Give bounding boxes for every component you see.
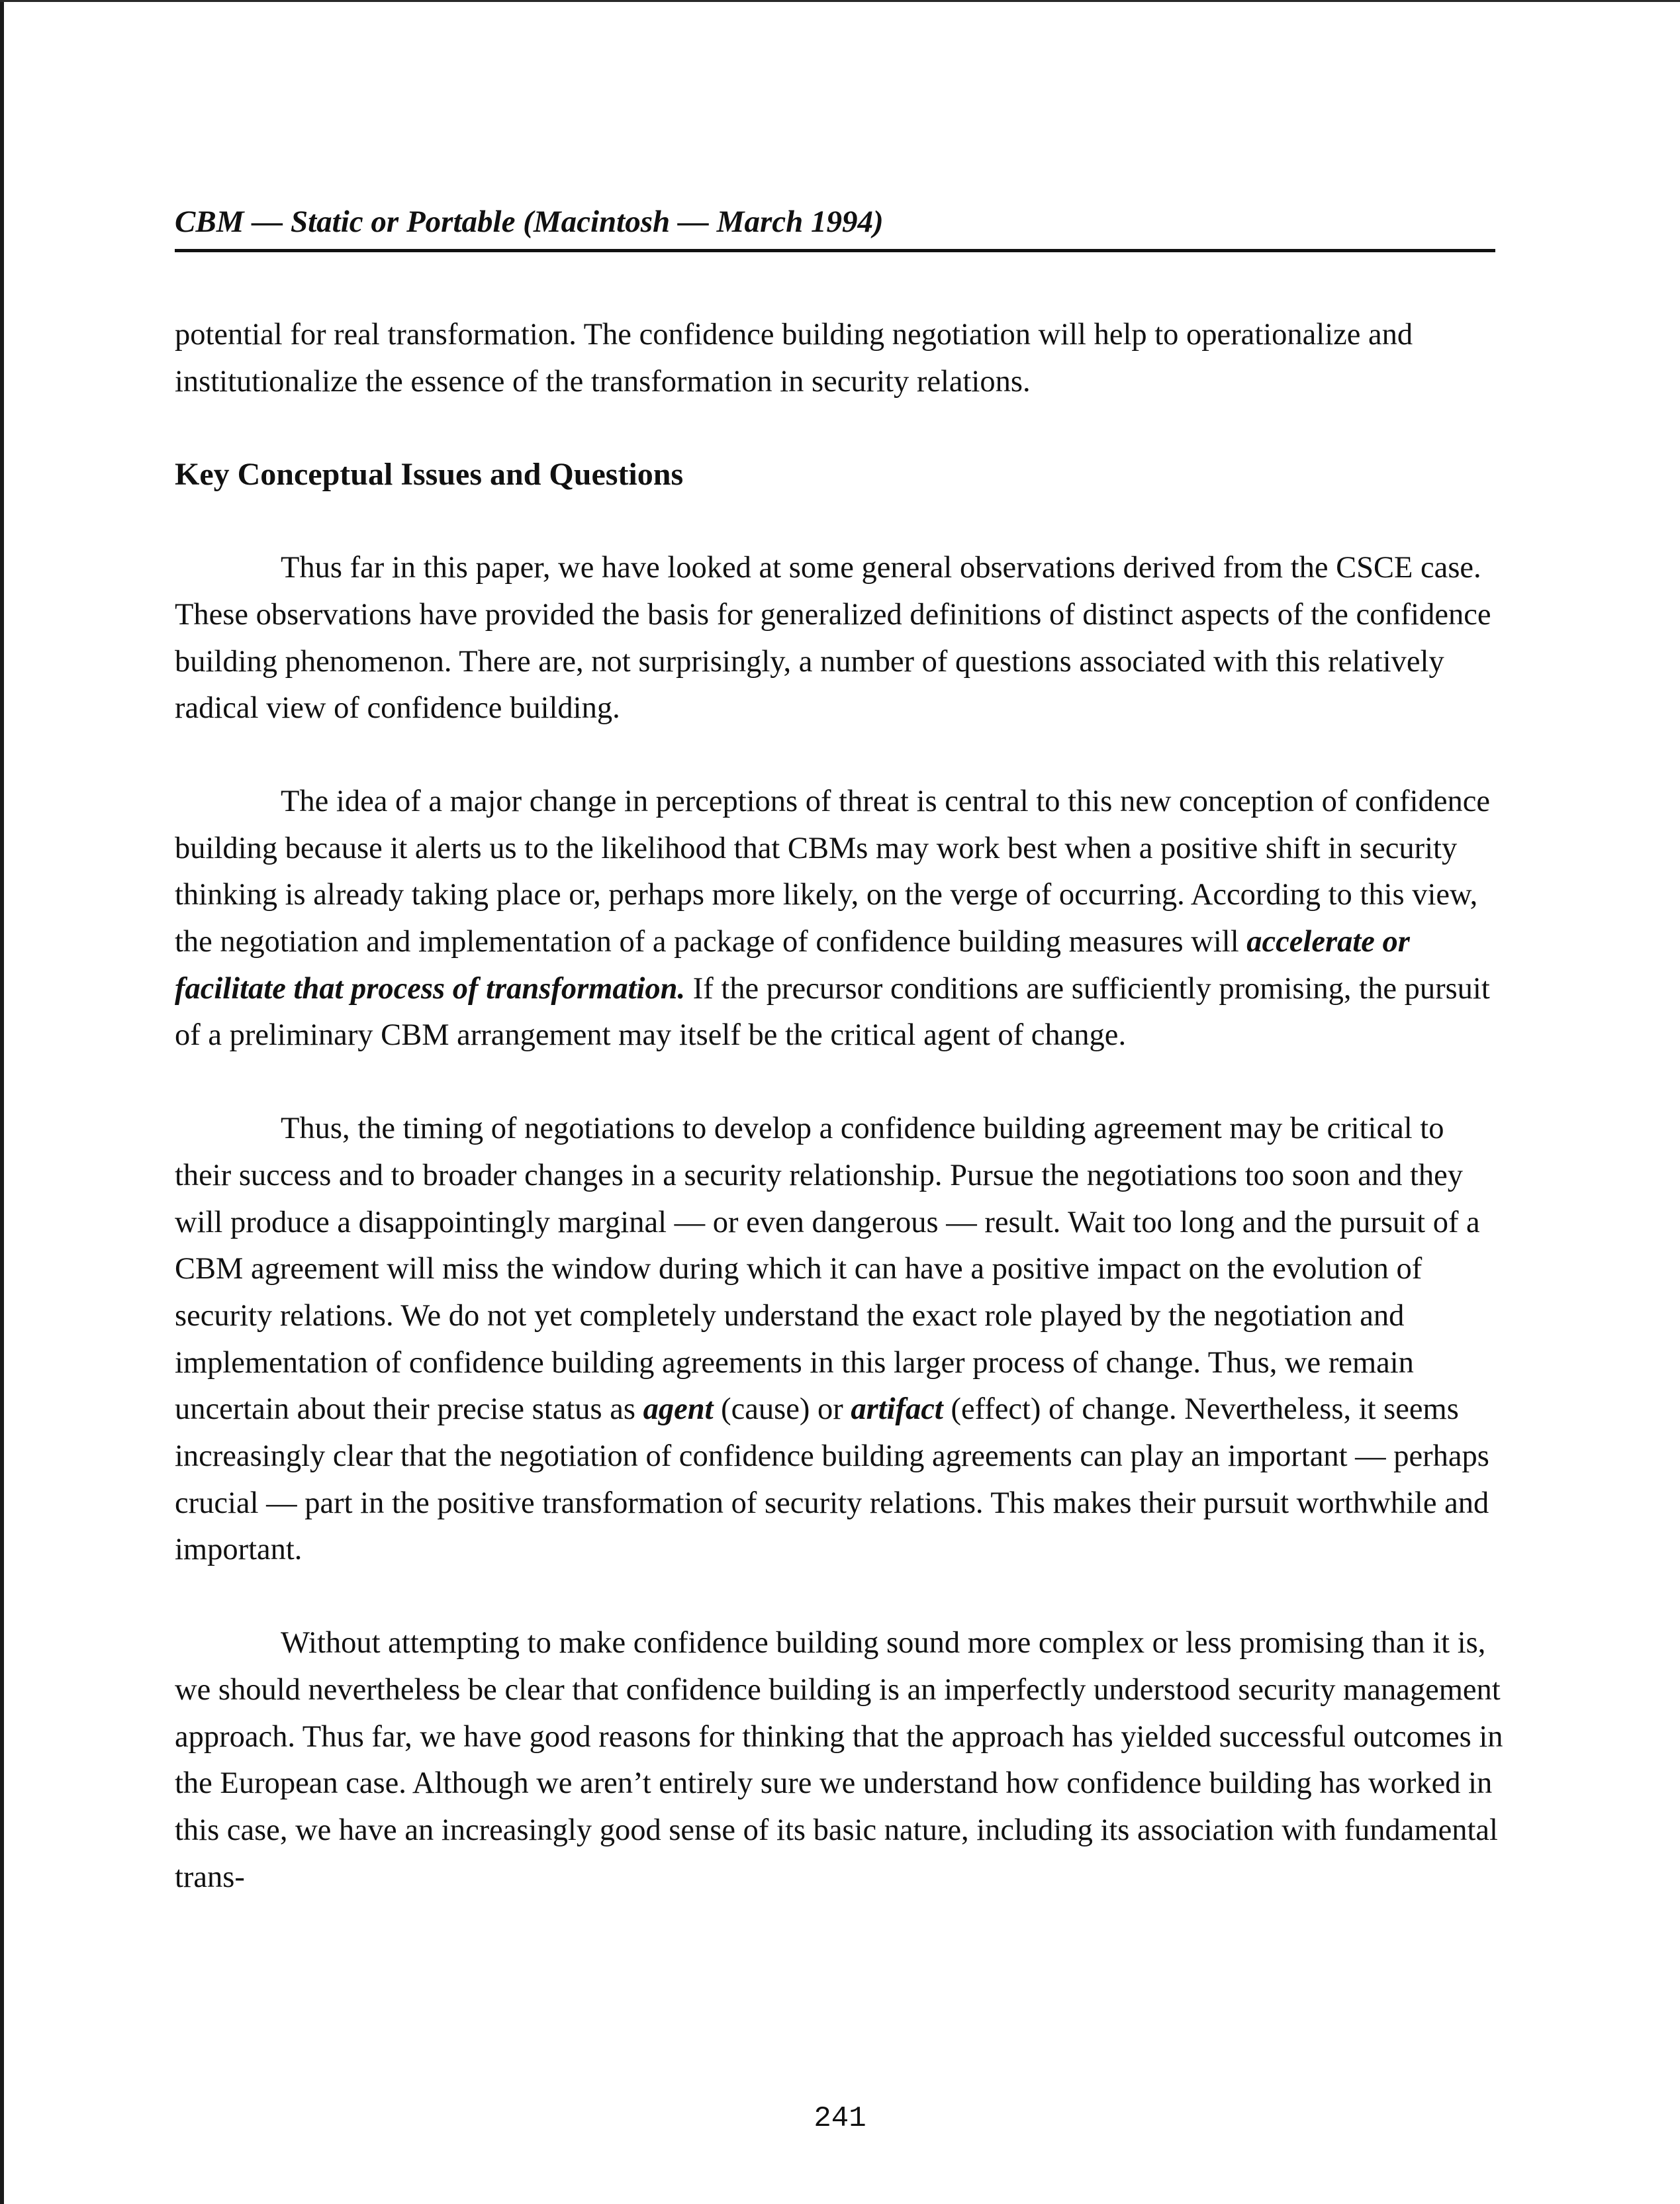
- paragraph-2-emphasis: accelerate or facilitate that process of transformation.: [175, 925, 1410, 1006]
- continuation-paragraph: potential for real transformation. The confidence building negotiation will help to operationalize and institutionalize the essence of the transformation in security relations.: [175, 318, 1413, 399]
- scan-left-edge: [0, 0, 4, 2204]
- paragraph-1: Thus far in this paper, we have looked at some general observations derived from the CSCE case. These observations have provided the basis for generalized definitions of distinct aspects of the confidence building phenomenon. There are, not surprisingly, a number of questions associated with this relatively radical view of confidence building.: [175, 551, 1491, 726]
- paragraph-4: Without attempting to make confidence building sound more complex or less promising than it is, we should nevertheless be clear that confidence building is an imperfectly understood security management approach. Thus far, we have good reasons for thinking that the approach has yielded successful outcomes in the European case. Although we aren’t entirely sure we understand how confidence building has worked in this case, we have an increasingly good sense of its basic nature, including its association with fundamental trans-: [175, 1626, 1503, 1894]
- section-heading: Key Conceptual Issues and Questions: [175, 457, 684, 493]
- page-body: [175, 312, 1505, 1901]
- paragraph-2-text-after: If the precursor conditions are sufficiently promising, the pursuit of a preliminary CBM arrangement may itself be the critical agent of change.: [175, 971, 1490, 1053]
- paragraph-3-emphasis-agent: agent: [643, 1392, 714, 1427]
- scan-top-edge: [0, 0, 1680, 2]
- paragraph-3-text-part1: Thus, the timing of negotiations to develop a confidence building agreement may be critical to their success and to broader changes in a security relationship. Pursue the negotiations too soon and they will produce a disappointingly marginal — or even dangerous — result. Wait too long and the pursuit of a CBM agreement will miss the window during which it can have a positive impact on the evolution of security relations. We do not yet completely understand the exact role played by the negotiation and implementation of confidence building agreements in this larger process of change. Thus, we remain uncertain about their precise status as: [175, 1112, 1480, 1427]
- paragraph-2-text-before: The idea of a major change in perceptions of threat is central to this new conception of confidence building because it alerts us to the likelihood that CBMs may work best when a positive shift in security thinking is already taking place or, perhaps more likely, on the verge of occurring. According to this view, the negotiation and implementation of a package of confidence building measures will: [175, 784, 1490, 959]
- running-head: CBM — Static or Portable (Macintosh — March 1994): [175, 205, 884, 239]
- paragraph-3-text-part2: (cause) or: [713, 1392, 851, 1427]
- paragraph-3-emphasis-artifact: artifact: [851, 1392, 943, 1427]
- paragraph-3: [175, 1106, 1505, 1574]
- header-rule: [175, 249, 1495, 252]
- paragraph-3-text-part3: (effect) of change. Nevertheless, it seems increasingly clear that the negotiation of confidence building agreements can play an important — perhaps crucial — part in the positive transformation of security relations. This makes their pursuit worthwhile and important.: [175, 1392, 1489, 1567]
- page-number: 241: [814, 2102, 866, 2135]
- paragraph-2: [175, 779, 1505, 1059]
